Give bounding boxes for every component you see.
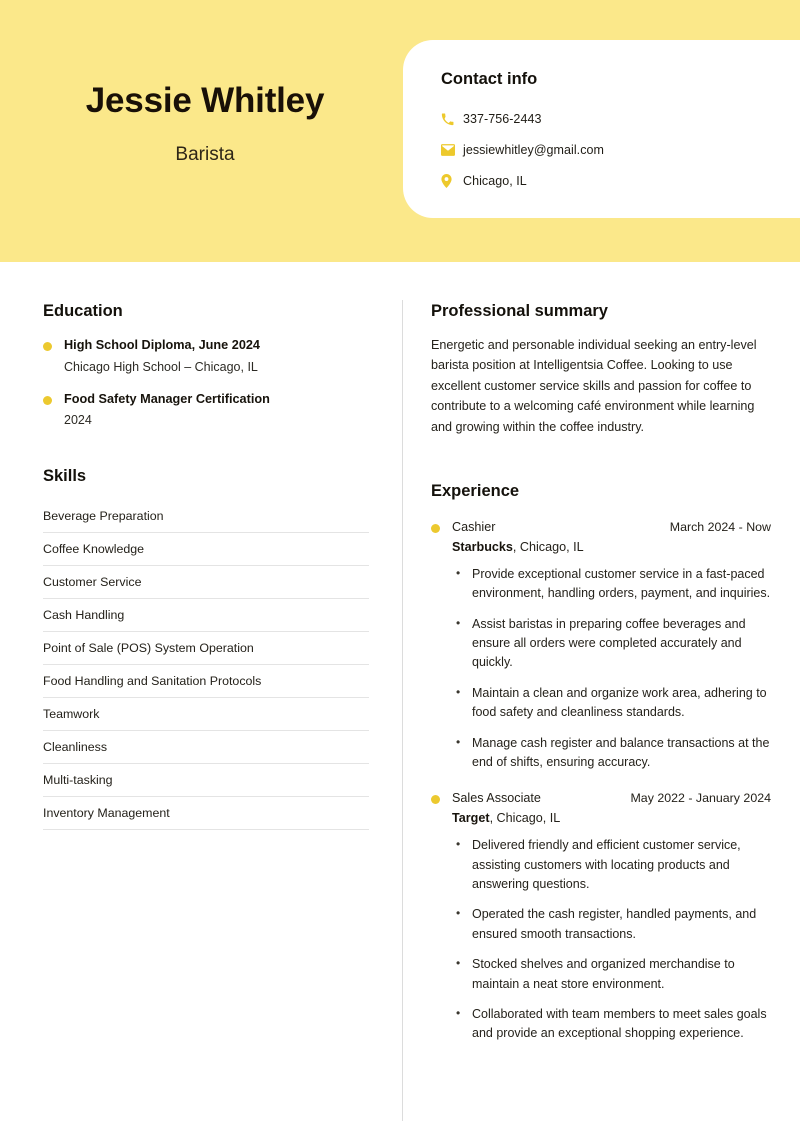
- contact-info-heading: Contact info: [441, 70, 538, 88]
- professional-summary-heading: Professional summary: [431, 302, 608, 320]
- skill-row: [43, 599, 369, 632]
- skill-level-gauge: [284, 742, 369, 753]
- professional-summary-text: Energetic and personable individual seeking an entry-level barista position at Intelligentsia Coffee. Looking to use excellent customer service skills and passion for coffee to contribute to a welcoming café environment while learning and growing within the coffee industry.: [431, 338, 757, 434]
- education-section: [43, 302, 369, 429]
- skill-row: [43, 665, 369, 698]
- contact-location-value: Chicago, IL: [463, 174, 527, 188]
- skill-name: Customer Service: [43, 575, 142, 589]
- experience-duty-list: [452, 836, 771, 1043]
- experience-duty: • Collaborated with team members to meet sales goals and provide an exceptional shopping experience.: [452, 1005, 771, 1044]
- experience-duty: • Manage cash register and balance transactions at the end of shifts, ensuring accuracy.: [452, 734, 771, 773]
- skill-name: Beverage Preparation: [43, 509, 164, 523]
- left-column: [43, 302, 369, 830]
- experience-dates: May 2022 - January 2024: [630, 791, 771, 806]
- bullet-dot-icon: [431, 524, 440, 533]
- skill-level-gauge: [284, 676, 369, 687]
- experience-duty: • Maintain a clean and organize work area, adhering to food safety and cleanliness standards.: [452, 684, 771, 723]
- skill-row: [43, 731, 369, 764]
- skill-name: Food Handling and Sanitation Protocols: [43, 674, 262, 688]
- experience-company-line: [452, 805, 771, 825]
- skill-row: [43, 698, 369, 731]
- experience-company: Target: [452, 811, 490, 826]
- experience-duty-list: [452, 565, 771, 772]
- professional-summary-section: [431, 302, 771, 437]
- skill-level-gauge: [284, 709, 369, 720]
- skill-row: [43, 533, 369, 566]
- skill-name: Multi-tasking: [43, 773, 113, 787]
- education-school: Chicago High School – Chicago, IL: [64, 359, 258, 374]
- contact-row-phone: [441, 111, 800, 127]
- experience-topline: [452, 791, 771, 805]
- experience-item: [431, 791, 771, 1043]
- skill-name: Coffee Knowledge: [43, 542, 145, 556]
- experience-list: [431, 520, 771, 1044]
- experience-company-line: [452, 534, 771, 554]
- phone-icon: [441, 113, 463, 126]
- education-item: [43, 338, 369, 376]
- skill-level-gauge: [284, 808, 369, 819]
- bullet-dot-icon: [43, 342, 52, 351]
- experience-duty: • Assist baristas in preparing coffee beverages and ensure all orders were completed accurately and quickly.: [452, 615, 771, 673]
- skill-name: Cash Handling: [43, 608, 125, 622]
- candidate-name: Jessie Whitley: [85, 81, 325, 120]
- envelope-icon: [441, 143, 463, 157]
- skill-row: [43, 632, 369, 665]
- experience-location: , Chicago, IL: [512, 539, 584, 554]
- skill-level-gauge: [284, 577, 369, 588]
- experience-heading: Experience: [431, 481, 520, 500]
- experience-role: Sales Associate: [452, 791, 541, 806]
- skill-level-gauge: [284, 610, 369, 621]
- skill-row: [43, 566, 369, 599]
- education-school: 2024: [64, 413, 92, 428]
- experience-item: [431, 520, 771, 772]
- education-item: [43, 392, 369, 430]
- skills-heading: Skills: [43, 467, 87, 485]
- column-divider: [402, 300, 403, 1121]
- contact-phone-value[interactable]: 337-756-2443: [463, 112, 542, 126]
- skill-level-gauge: [284, 775, 369, 786]
- skill-name: Inventory Management: [43, 806, 170, 820]
- experience-role: Cashier: [452, 519, 496, 534]
- education-degree: Food Safety Manager Certification: [64, 391, 270, 406]
- experience-duty: • Provide exceptional customer service in a fast-paced environment, handling orders, payment, and inquiries.: [452, 565, 771, 604]
- skill-row: [43, 797, 369, 830]
- skills-list: [43, 500, 369, 830]
- experience-duty: • Operated the cash register, handled payments, and ensured smooth transactions.: [452, 905, 771, 944]
- contact-row-email: [441, 142, 800, 158]
- contact-info-card: [403, 40, 800, 218]
- skill-name: Cleanliness: [43, 740, 108, 754]
- skill-level-gauge: [284, 544, 369, 555]
- skill-name: Teamwork: [43, 707, 100, 721]
- contact-email-value[interactable]: jessiewhitley@gmail.com: [463, 143, 604, 157]
- experience-dates: March 2024 - Now: [669, 519, 771, 534]
- right-column: [431, 302, 771, 1044]
- bullet-dot-icon: [43, 396, 52, 405]
- contact-row-location: [441, 173, 800, 189]
- skill-row: [43, 500, 369, 533]
- experience-section: [431, 482, 771, 1044]
- education-list: [43, 338, 369, 429]
- experience-duty: • Stocked shelves and organized merchandise to maintain a neat store environment.: [452, 955, 771, 994]
- skill-level-gauge: [284, 511, 369, 522]
- skill-row: [43, 764, 369, 797]
- skill-level-gauge: [284, 643, 369, 654]
- experience-duty: • Delivered friendly and efficient customer service, assisting customers with locating products and answering questions.: [452, 836, 771, 894]
- experience-location: , Chicago, IL: [489, 811, 561, 826]
- education-degree: High School Diploma, June 2024: [64, 338, 260, 352]
- education-heading: Education: [43, 302, 123, 320]
- contact-info-list: [441, 111, 800, 189]
- skill-name: Point of Sale (POS) System Operation: [43, 641, 254, 655]
- location-pin-icon: [441, 174, 463, 188]
- experience-company: Starbucks: [452, 539, 513, 554]
- candidate-job-title: Barista: [175, 143, 235, 165]
- skills-section: [43, 467, 369, 830]
- bullet-dot-icon: [431, 795, 440, 804]
- identity-block: [0, 82, 410, 166]
- experience-topline: [452, 520, 771, 534]
